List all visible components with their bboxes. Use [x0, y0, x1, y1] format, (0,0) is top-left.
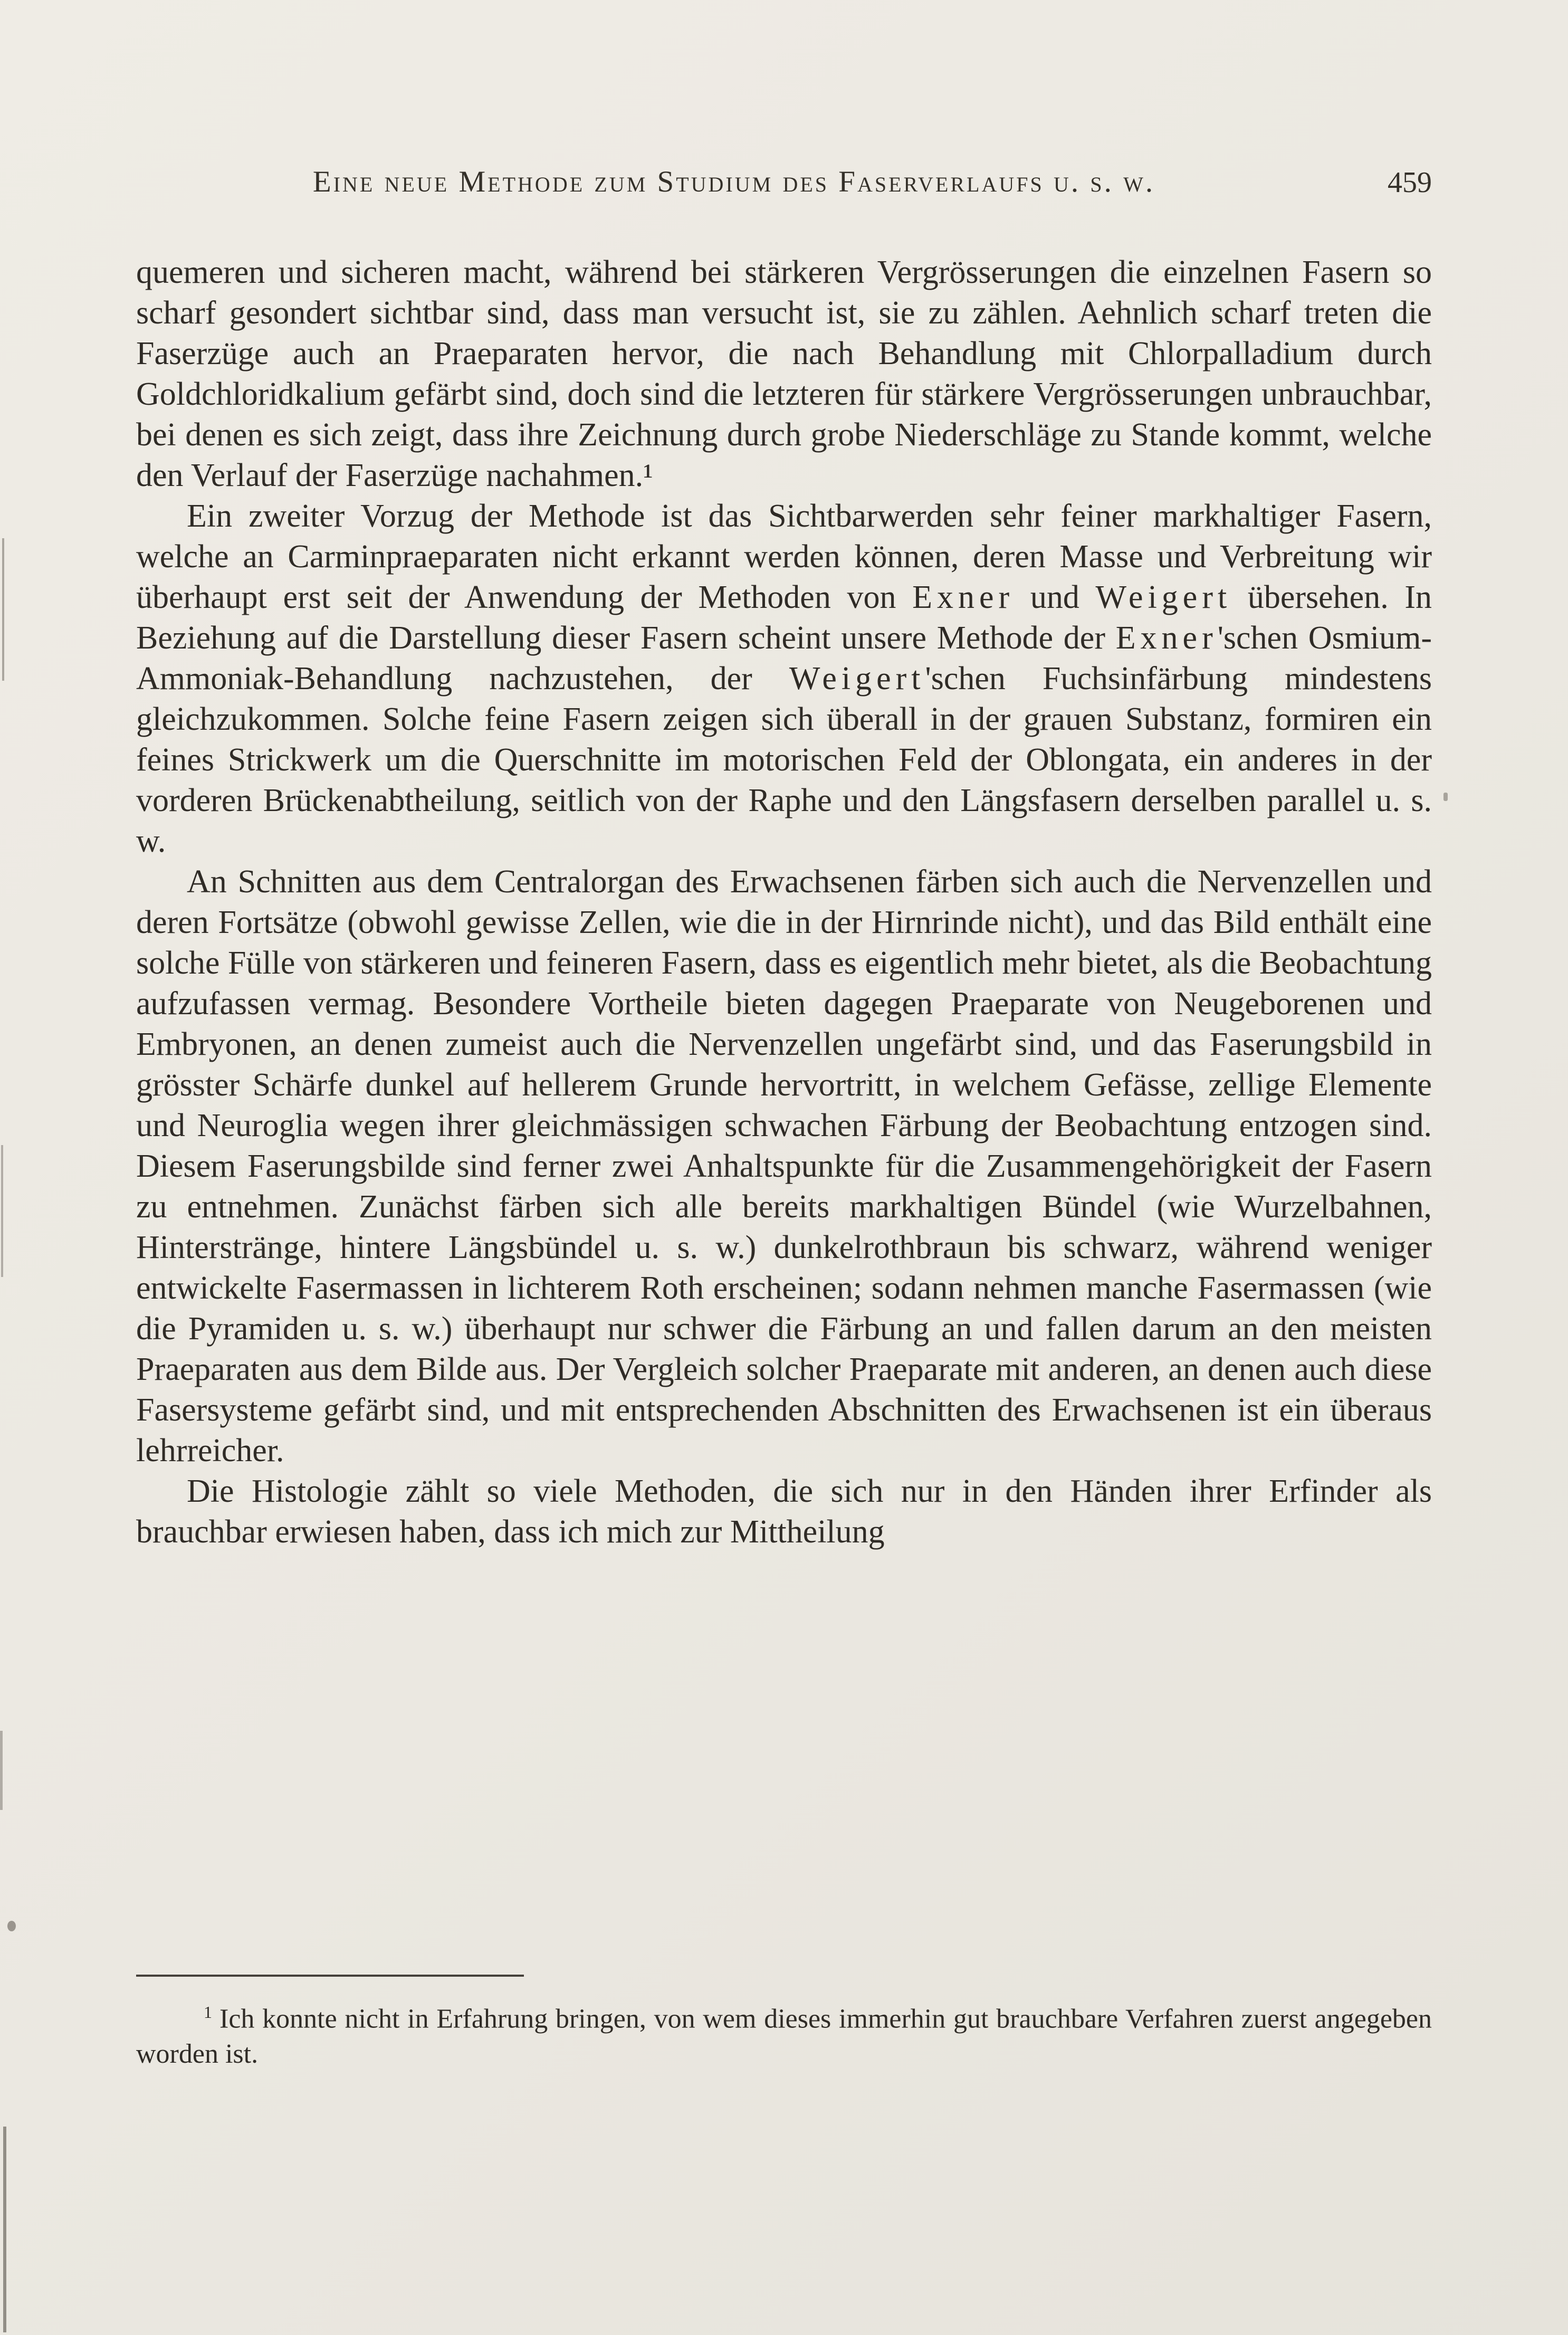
- running-header-title: Eine neue Methode zum Studium des Faserverlaufs u. s. w.: [312, 165, 1155, 198]
- footnote-marker: 1: [204, 2003, 212, 2022]
- running-header: [136, 165, 1432, 207]
- scan-artifact: [1443, 793, 1448, 801]
- scan-artifact: [7, 1921, 16, 1931]
- footnote-block: [136, 1975, 1432, 2072]
- footnote-separator: [136, 1975, 524, 1977]
- body-text: [136, 252, 1432, 1552]
- scan-artifact: [3, 2127, 6, 2332]
- footnote: [136, 1995, 1432, 2072]
- page-number: 459: [1388, 166, 1432, 199]
- scan-artifact: [2, 538, 4, 681]
- paragraph: Die Histologie zählt so viele Methoden, die sich nur in den Händen ihrer Erfinder als brauchbar erwiesen haben, dass ich mich zur Mittheilung: [136, 1473, 1432, 1550]
- scan-artifact: [0, 1731, 3, 1810]
- paragraph: quemeren und sicheren macht, während bei stärkeren Vergrösserungen die einzelnen Fasern so scharf gesondert sichtbar sind, dass man versucht ist, sie zu zählen. Aehnlich scharf treten die Faserzüge auch an Praeparaten hervor, die nach Behandlung mit Chlorpalladium durch Goldchloridkalium gefärbt sind, doch sind die letzteren für stärkere Vergrösserungen unbrauchbar, bei denen es sich zeigt, dass ihre Zeichnung durch grobe Niederschläge zu Stande kommt, welche den Verlauf der Faserzüge nachahmen.¹: [136, 254, 1432, 493]
- footnote-text: Ich konnte nicht in Erfahrung bringen, von wem dieses immerhin gut brauchbare Verfahren zuerst angegeben worden ist.: [136, 2004, 1432, 2070]
- paragraph: An Schnitten aus dem Centralorgan des Erwachsenen färben sich auch die Nervenzellen und deren Fortsätze (obwohl gewisse Zellen, wie die in der Hirnrinde nicht), und das Bild enthält eine solche Fülle von stärkeren und feineren Fasern, dass es eigentlich mehr bietet, als die Beobachtung aufzufassen vermag. Besondere Vortheile bieten dagegen Praeparate von Neugeborenen und Embryonen, an denen zumeist auch die Nervenzellen ungefärbt sind, und das Faserungsbild in grösster Schärfe dunkel auf hellerem Grunde hervortritt, in welchem Gefässe, zellige Elemente und Neuroglia wegen ihrer gleichmässigen schwachen Färbung der Beobachtung entzogen sind. Diesem Faserungsbilde sind ferner zwei Anhaltspunkte für die Zusammengehörigkeit der Fasern zu entnehmen. Zunächst färben sich alle bereits markhaltigen Bündel (wie Wurzelbahnen, Hinterstränge, hintere Längsbündel u. s. w.) dunkelrothbraun bis schwarz, während weniger entwickelte Fasermassen in lichterem Roth erscheinen; sodann nehmen manche Fasermassen (wie die Pyramiden u. s. w.) überhaupt nur schwer die Färbung an und fallen darum an den meisten Praeparaten aus dem Bilde aus. Der Vergleich solcher Praeparate mit anderen, an denen auch diese Fasersysteme gefärbt sind, und mit entsprechenden Abschnitten des Erwachsenen ist ein überaus lehrreicher.: [136, 864, 1432, 1469]
- scan-artifact: [1, 1145, 3, 1277]
- paragraph: Ein zweiter Vorzug der Methode ist das Sichtbarwerden sehr feiner markhaltiger Fasern, welche an Carminpraeparaten nicht erkannt werden können, deren Masse und Verbreitung wir überhaupt erst seit der Anwendung der Methoden von Exner und Weigert übersehen. In Beziehung auf die Darstellung dieser Fasern scheint unsere Methode der Exner'schen Osmium-Ammoniak-Behandlung nachzustehen, der Weigert'schen Fuchsinfärbung mindestens gleichzukommen. Solche feine Fasern zeigen sich überall in der grauen Substanz, formiren ein feines Strickwerk um die Querschnitte im motorischen Feld der Oblongata, ein anderes in der vorderen Brückenabtheilung, seitlich von der Raphe und den Längsfasern derselben parallel u. s. w.: [136, 498, 1432, 859]
